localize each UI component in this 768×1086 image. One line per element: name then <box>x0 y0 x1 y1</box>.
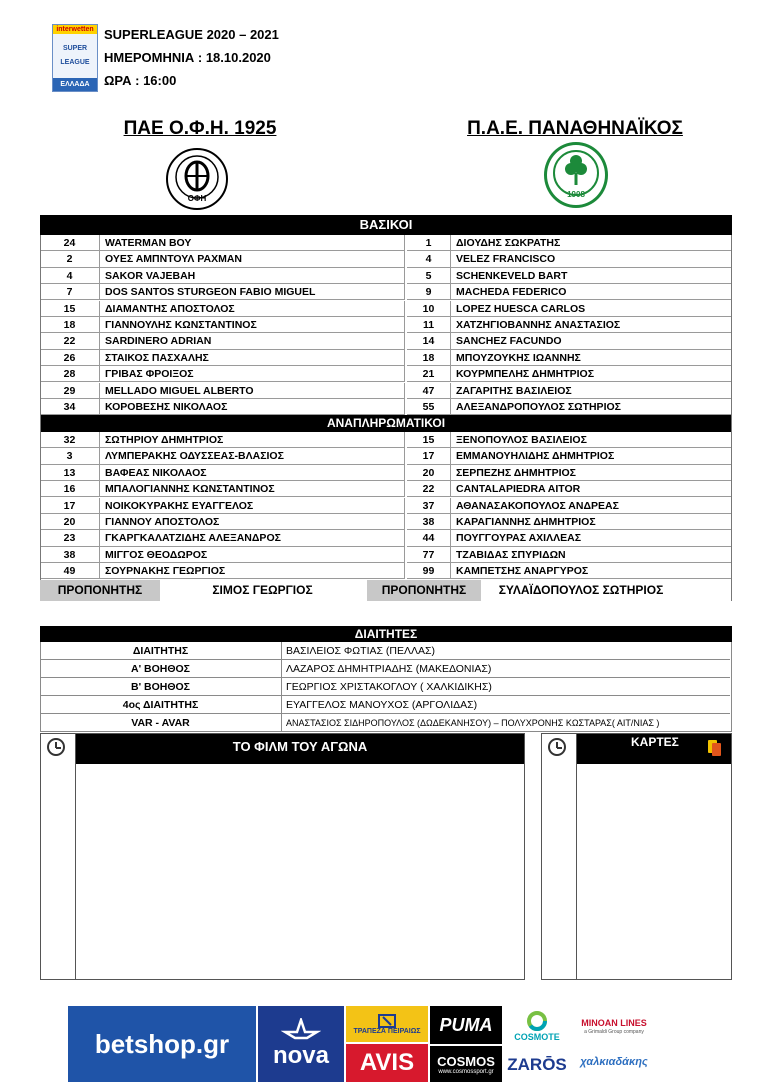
away-player-number: 5 <box>407 268 451 284</box>
away-player-number: 10 <box>407 301 451 317</box>
substitutes-header: ΑΝΑΠΛΗΡΩΜΑΤΙΚΟΙ <box>40 415 732 432</box>
home-player-number: 22 <box>40 333 100 349</box>
referee-name: ΓΕΩΡΓΙΟΣ ΧΡΙΣΤΑΚΟΓΛΟΥ ( ΧΑΛΚΙΔΙΚΗΣ) <box>286 681 492 693</box>
away-player-number: 14 <box>407 333 451 349</box>
home-player-name: ΔΙΑΜΑΝΤΗΣ ΑΠΟΣΤΟΛΟΣ <box>100 301 405 317</box>
lineup-frame <box>40 235 732 601</box>
away-player-name: ΞΕΝΟΠΟΥΛΟΣ ΒΑΣΙΛΕΙΟΣ <box>451 432 732 448</box>
ofi-crest-text: ΟΦΗ <box>187 194 207 203</box>
away-player-number: 44 <box>407 530 451 546</box>
home-player-name: ΣΩΤΗΡΙΟΥ ΔΗΜΗΤΡΙΟΣ <box>100 432 405 448</box>
competition-title: SUPERLEAGUE 2020 – 2021 <box>104 27 279 42</box>
home-player-name: SAKOR VAJEBAH <box>100 268 405 284</box>
referee-row <box>40 660 730 678</box>
nova-logo <box>258 1006 344 1082</box>
home-player-name: ΣΟΥΡΝΑΚΗΣ ΓΕΩΡΓΙΟΣ <box>100 563 405 579</box>
away-player-name: CANTALAPIEDRA AITOR <box>451 481 732 497</box>
away-player-name: ΚΟΥΡΜΠΕΛΗΣ ΔΗΜΗΤΡΙΟΣ <box>451 366 732 382</box>
avis-logo: AVIS <box>346 1044 428 1082</box>
cards-icon <box>708 738 722 758</box>
match-film-panel <box>40 733 525 980</box>
referee-row <box>40 678 730 696</box>
away-player-number: 11 <box>407 317 451 333</box>
referee-name: ΒΑΣΙΛΕΙΟΣ ΦΩΤΙΑΣ (ΠΕΛΛΑΣ) <box>286 645 435 657</box>
home-player-name: ΚΟΡΟΒΕΣΗΣ ΝΙΚΟΛΑΟΣ <box>100 399 405 415</box>
cards-panel <box>541 733 732 980</box>
away-player-name: ΑΘΑΝΑΣΑΚΟΠΟΥΛΟΣ ΑΝΔΡΕΑΣ <box>451 498 732 514</box>
starters-header: ΒΑΣΙΚΟΙ <box>40 215 732 235</box>
away-coach-label: ΠΡΟΠΟΝΗΤΗΣ <box>367 580 481 601</box>
clock-icon <box>47 738 65 756</box>
home-player-name: ΣΤΑΙΚΟΣ ΠΑΣΧΑΛΗΣ <box>100 350 405 366</box>
away-coach-name: ΣΥΛΑΪΔΟΠΟΥΛΟΣ ΣΩΤΗΡΙΟΣ <box>498 583 664 597</box>
home-player-number: 13 <box>40 465 100 481</box>
away-player-name: ΔΙΟΥΔΗΣ ΣΩΚΡΑΤΗΣ <box>451 235 732 251</box>
home-player-name: ΜΙΓΓΟΣ ΘΕΟΔΩΡΟΣ <box>100 547 405 563</box>
away-player-name: ΧΑΤΖΗΓΙΟΒΑΝΝΗΣ ΑΝΑΣΤΑΣΙΟΣ <box>451 317 732 333</box>
match-film-title: ΤΟ ΦΙΛΜ ΤΟΥ ΑΓΩΝΑ <box>76 734 524 764</box>
referee-role: VAR - AVAR <box>40 714 282 731</box>
home-player-number: 29 <box>40 383 100 399</box>
away-player-number: 99 <box>407 563 451 579</box>
away-player-number: 4 <box>407 251 451 267</box>
cards-title: ΚΑΡΤΕΣ <box>577 734 731 764</box>
away-player-number: 47 <box>407 383 451 399</box>
away-player-name: ΜΠΟΥΖΟΥΚΗΣ ΙΩΑΝΝΗΣ <box>451 350 732 366</box>
away-player-number: 1 <box>407 235 451 251</box>
cosmote-text: COSMOTE <box>514 1032 560 1042</box>
away-player-name: SANCHEZ FACUNDO <box>451 333 732 349</box>
home-player-name: ΓΡΙΒΑΣ ΦΡΟΙΞΟΣ <box>100 366 405 382</box>
home-player-name: SARDINERO ADRIAN <box>100 333 405 349</box>
match-date: ΗΜΕΡΟΜΗΝΙΑ : 18.10.2020 <box>104 50 271 65</box>
away-player-number: 55 <box>407 399 451 415</box>
away-player-number: 15 <box>407 432 451 448</box>
match-time: ΩΡΑ : 16:00 <box>104 73 177 88</box>
referee-row <box>40 696 730 714</box>
home-player-name: ΝΟΙΚΟΚΥΡΑΚΗΣ ΕΥΑΓΓΕΛΟΣ <box>100 498 405 514</box>
away-player-name: SCHENKEVELD BART <box>451 268 732 284</box>
cards-column-divider <box>576 733 577 980</box>
home-player-number: 34 <box>40 399 100 415</box>
away-player-number: 17 <box>407 448 451 464</box>
home-player-number: 15 <box>40 301 100 317</box>
away-player-number: 37 <box>407 498 451 514</box>
referees-header: ΔΙΑΙΤΗΤΕΣ <box>40 626 732 642</box>
away-player-name: VELEZ FRANCISCO <box>451 251 732 267</box>
home-player-number: 49 <box>40 563 100 579</box>
home-player-number: 23 <box>40 530 100 546</box>
home-player-number: 17 <box>40 498 100 514</box>
away-player-name: ΚΑΜΠΕΤΣΗΣ ΑΝΑΡΓΥΡΟΣ <box>451 563 732 579</box>
logo-text-country: ΕΛΛΑΔΑ <box>60 81 90 88</box>
away-player-name: MACHEDA FEDERICO <box>451 284 732 300</box>
piraeus-logo <box>346 1006 428 1042</box>
home-player-number: 18 <box>40 317 100 333</box>
home-player-number: 38 <box>40 547 100 563</box>
referee-role: Β' ΒΟΗΘΟΣ <box>40 678 282 695</box>
away-player-name: ΠΟΥΓΓΟΥΡΑΣ ΑΧΙΛΛΕΑΣ <box>451 530 732 546</box>
away-player-name: ΕΜΜΑΝΟΥΗΛΙΔΗΣ ΔΗΜΗΤΡΙΟΣ <box>451 448 732 464</box>
zaros-logo: ZARŌS <box>507 1055 567 1074</box>
home-player-number: 16 <box>40 481 100 497</box>
referee-row <box>40 714 730 732</box>
minoan-text: MINOAN LINES <box>581 1018 647 1028</box>
home-player-name: ΜΠΑΛΟΓΙΑΝΝΗΣ ΚΩΝΣΤΑΝΤΙΝΟΣ <box>100 481 405 497</box>
pao-crest-icon <box>544 142 608 208</box>
home-player-name: ΒΑΦΕΑΣ ΝΙΚΟΛΑΟΣ <box>100 465 405 481</box>
minoan-logo <box>570 1018 658 1038</box>
piraeus-emblem-icon <box>378 1014 396 1028</box>
away-player-number: 22 <box>407 481 451 497</box>
cosmote-logo <box>506 1006 568 1046</box>
home-player-number: 24 <box>40 235 100 251</box>
home-player-name: WATERMAN ΒΟΥ <box>100 235 405 251</box>
cosmos-url: www.cosmossport.gr <box>438 1068 494 1075</box>
home-team-name: ΠΑΕ Ο.Φ.Η. 1925 <box>123 118 277 139</box>
away-player-number: 38 <box>407 514 451 530</box>
referee-name: ΕΥΑΓΓΕΛΟΣ ΜΑΝΟΥΧΟΣ (ΑΡΓΟΛΙΔΑΣ) <box>286 699 478 711</box>
referee-name: ΑΝΑΣΤΑΣΙΟΣ ΣΙΔΗΡΟΠΟΥΛΟΣ (ΔΩΔΕΚΑΝΗΣΟΥ) – ΠΟΛΥΧΡΟΝΗΣ ΚΩΣΤΑΡΑΣ( ΑΙΤ/ΝΙΑΣ ) <box>286 718 660 728</box>
away-player-name: ΚΑΡΑΓΙΑΝΝΗΣ ΔΗΜΗΤΡΙΟΣ <box>451 514 732 530</box>
betshop-logo: betshop.gr <box>68 1006 256 1082</box>
referee-row <box>40 642 730 660</box>
away-player-number: 77 <box>407 547 451 563</box>
home-player-number: 32 <box>40 432 100 448</box>
home-coach-label: ΠΡΟΠΟΝΗΤΗΣ <box>40 580 160 601</box>
film-column-divider <box>75 733 76 980</box>
piraeus-text: ΤΡΑΠΕΖΑ ΠΕΙΡΑΙΩΣ <box>353 1027 421 1035</box>
away-player-number: 20 <box>407 465 451 481</box>
home-player-number: 2 <box>40 251 100 267</box>
superleague-logo <box>52 24 98 92</box>
away-player-number: 18 <box>407 350 451 366</box>
away-player-number: 9 <box>407 284 451 300</box>
nova-text: nova <box>272 1042 329 1069</box>
pao-crest-text: 1908 <box>567 190 585 199</box>
cosmos-logo <box>430 1046 502 1082</box>
home-player-name: ΛΥΜΠΕΡΑΚΗΣ ΟΔΥΣΣΕΑΣ-ΒΛΑΣΙΟΣ <box>100 448 405 464</box>
referee-role: ΔΙΑΙΤΗΤΗΣ <box>40 642 282 659</box>
logo-text-super: SUPER <box>62 45 88 52</box>
cosmos-text: COSMOS <box>437 1053 495 1069</box>
home-player-name: MELLADO MIGUEL ALBERTO <box>100 383 405 399</box>
away-player-name: ΤΖΑΒΙΔΑΣ ΣΠΥΡΙΔΩΝ <box>451 547 732 563</box>
ofi-crest-icon <box>166 148 228 210</box>
logo-text-sponsor: interwetten <box>56 26 94 33</box>
home-player-name: DOS SANTOS STURGEON FABIO MIGUEL <box>100 284 405 300</box>
home-coach-name: ΣΙΜΟΣ ΓΕΩΡΓΙΟΣ <box>212 583 313 597</box>
cosmote-ring-icon <box>526 1010 548 1032</box>
home-player-number: 4 <box>40 268 100 284</box>
away-player-name: ΑΛΕΞΑΝΔΡΟΠΟΥΛΟΣ ΣΩΤΗΡΙΟΣ <box>451 399 732 415</box>
away-player-name: LOPEZ HUESCA CARLOS <box>451 301 732 317</box>
referee-role: Α' ΒΟΗΘΟΣ <box>40 660 282 677</box>
home-player-name: ΓΙΑΝΝΟΥ ΑΠΟΣΤΟΛΟΣ <box>100 514 405 530</box>
nova-star-icon <box>281 1018 321 1042</box>
xalkiadakis-logo: χαλκιαδάκης <box>580 1056 648 1068</box>
home-player-number: 3 <box>40 448 100 464</box>
away-player-name: ΖΑΓΑΡΙΤΗΣ ΒΑΣΙΛΕΙΟΣ <box>451 383 732 399</box>
home-player-number: 28 <box>40 366 100 382</box>
away-player-name: ΣΕΡΠΕΖΗΣ ΔΗΜΗΤΡΙΟΣ <box>451 465 732 481</box>
clock-icon <box>548 738 566 756</box>
minoan-subtext: a Grimaldi Group company <box>584 1029 644 1035</box>
referee-role: 4ος ΔΙΑΙΤΗΤΗΣ <box>40 696 282 713</box>
home-player-number: 26 <box>40 350 100 366</box>
home-player-name: ΓΚΑΡΓΚΑΛΑΤΖΙΔΗΣ ΑΛΕΞΑΝΔΡΟΣ <box>100 530 405 546</box>
home-player-name: ΟΥΕΣ ΑΜΠΝΤΟΥΛ ΡΑΧΜΑΝ <box>100 251 405 267</box>
away-team-name: Π.Α.Ε. ΠΑΝΑΘΗΝΑΪΚΟΣ <box>467 118 683 139</box>
logo-text-league: LEAGUE <box>60 59 90 66</box>
away-player-number: 21 <box>407 366 451 382</box>
puma-logo: PUMA <box>430 1006 502 1044</box>
home-player-name: ΓΙΑΝΝΟΥΛΗΣ ΚΩΝΣΤΑΝΤΙΝΟΣ <box>100 317 405 333</box>
home-player-number: 20 <box>40 514 100 530</box>
home-player-number: 7 <box>40 284 100 300</box>
referee-name: ΛΑΖΑΡΟΣ ΔΗΜΗΤΡΙΑΔΗΣ (ΜΑΚΕΔΟΝΙΑΣ) <box>286 663 492 675</box>
